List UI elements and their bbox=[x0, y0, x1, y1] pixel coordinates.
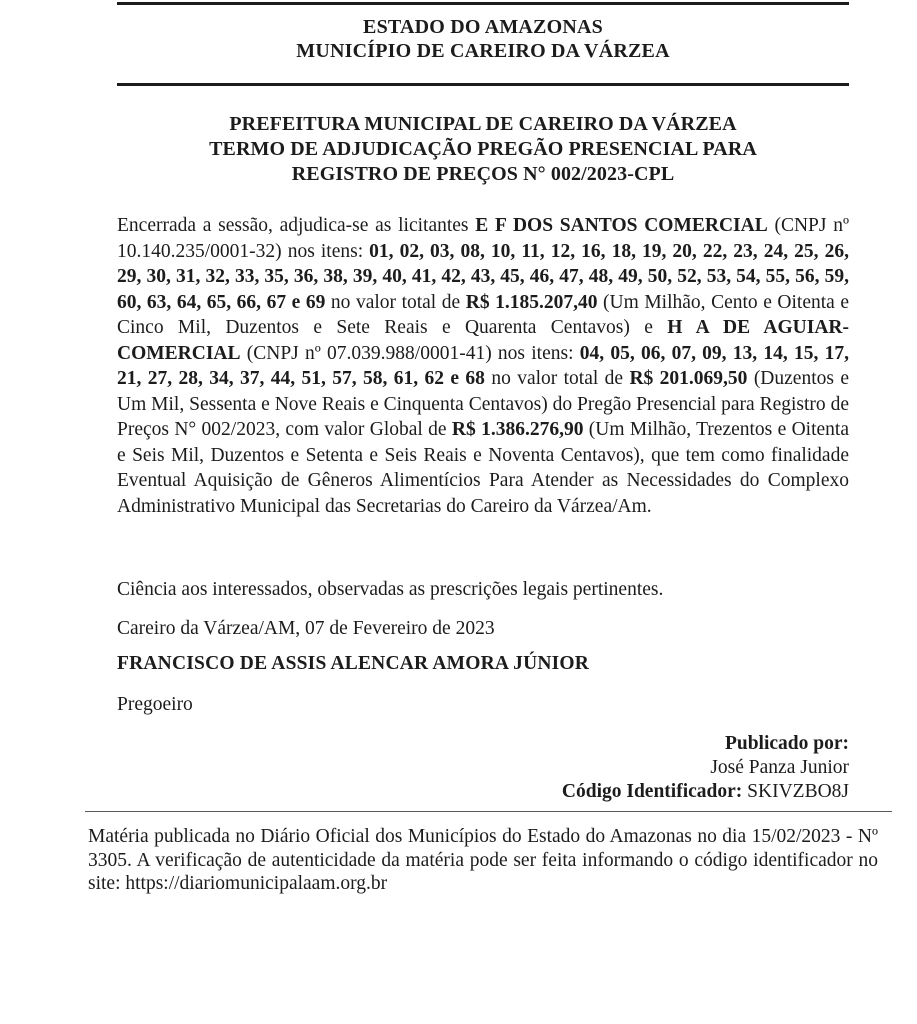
publication-block bbox=[117, 732, 849, 804]
title-line-registro: REGISTRO DE PREÇOS N° 002/2023-CPL bbox=[291, 163, 675, 185]
bold-run: H A DE AGUIAR-COMERCIAL bbox=[117, 317, 849, 364]
title-line-prefeitura: PREFEITURA MUNICIPAL DE CAREIRO DA VÁRZEA bbox=[229, 113, 737, 135]
site-url: https://diariomunicipalaam.org.br bbox=[125, 873, 388, 894]
text-run: (Um Milhão, Trezentos e Oitenta e Seis Mil, Duzentos e Setenta e Seis Reais e Noventa Centavos), que tem como finalidade Eventual Aquisição de Gêneros Alimentícios Para Atender as Necessidades do Complexo Administrativo Municipal das Secretarias do Careiro da Várzea/Am. bbox=[117, 419, 849, 517]
bold-run: R$ 1.386.276,90 bbox=[451, 419, 584, 440]
dateline: Careiro da Várzea/AM, 07 de Fevereiro de 2023 bbox=[117, 618, 495, 639]
footer-note bbox=[88, 825, 878, 896]
org-state-line: ESTADO DO AMAZONAS bbox=[363, 16, 603, 38]
identifier-code-label: Código Identificador: bbox=[561, 781, 743, 802]
signer-name: FRANCISCO DE ASSIS ALENCAR AMORA JÚNIOR bbox=[117, 653, 590, 674]
adjudication-paragraph bbox=[117, 213, 849, 519]
text-run: no valor total de bbox=[325, 291, 466, 313]
text-run: Encerrada a sessão, adjudica-se as licitantes bbox=[117, 215, 476, 236]
document-title bbox=[117, 112, 849, 187]
text-run: (CNPJ nº 07.039.988/0001-41) nos itens: bbox=[240, 342, 580, 364]
footer-note-text: Matéria publicada no Diário Oficial dos Municípios do Estado do Amazonas no dia 15/02/2023 - Nº 3305. A verificação de autenticidade da matéria pode ser feita informando o código identificador no site: bbox=[88, 826, 878, 894]
published-by-label: Publicado por: bbox=[724, 733, 849, 754]
text-run: (Um Milhão, Cento e Oitenta e Cinco Mil, Duzentos e Sete Reais e Quarenta Centavos) e bbox=[117, 291, 850, 338]
published-by-name: José Panza Junior bbox=[710, 757, 849, 778]
org-header bbox=[117, 16, 849, 63]
text-run: (Duzentos e Um Mil, Sessenta e Nove Reais e Cinquenta Centavos) do Pregão Presencial para Registro de Preços N° 002/2023, com valor Global de bbox=[117, 368, 849, 440]
bold-run: R$ 1.185.207,40 bbox=[465, 291, 598, 313]
identifier-code-line bbox=[117, 780, 849, 804]
bold-run: 01, 02, 03, 08, 10, 11, 12, 16, 18, 19, 20, 22, 23, 24, 25, 26, 29, 30, 31, 32, 33, 35, 36, 38, 39, 40, 41, 42, 43, 45, 46, 47, 48, 49, 50, 52, 53, 54, 55, 56, 59, 60, 63, 64, 65, 66, 67 e 69 bbox=[117, 240, 849, 313]
bold-run: R$ 201.069,50 bbox=[629, 368, 748, 389]
signer-role: Pregoeiro bbox=[117, 694, 193, 715]
org-municipality-line: MUNICÍPIO DE CAREIRO DA VÁRZEA bbox=[296, 39, 670, 62]
bold-run: E F DOS SANTOS COMERCIAL bbox=[475, 215, 768, 236]
text-run: no valor total de bbox=[484, 368, 630, 389]
header-rule-bottom bbox=[117, 83, 849, 86]
bold-run: 04, 05, 06, 07, 09, 13, 14, 15, 17, 21, 27, 28, 34, 37, 44, 51, 57, 58, 61, 62 e 68 bbox=[117, 342, 849, 389]
title-line-termo: TERMO DE ADJUDICAÇÃO PREGÃO PRESENCIAL PARA bbox=[209, 138, 757, 160]
identifier-code-value: SKIVZBO8J bbox=[747, 781, 849, 802]
notice-text: Ciência aos interessados, observadas as prescrições legais pertinentes. bbox=[117, 579, 664, 600]
text-run: (CNPJ nº 10.140.235/0001-32) nos itens: bbox=[117, 215, 849, 262]
footer-divider bbox=[85, 811, 892, 812]
header-rule-top bbox=[117, 2, 849, 5]
